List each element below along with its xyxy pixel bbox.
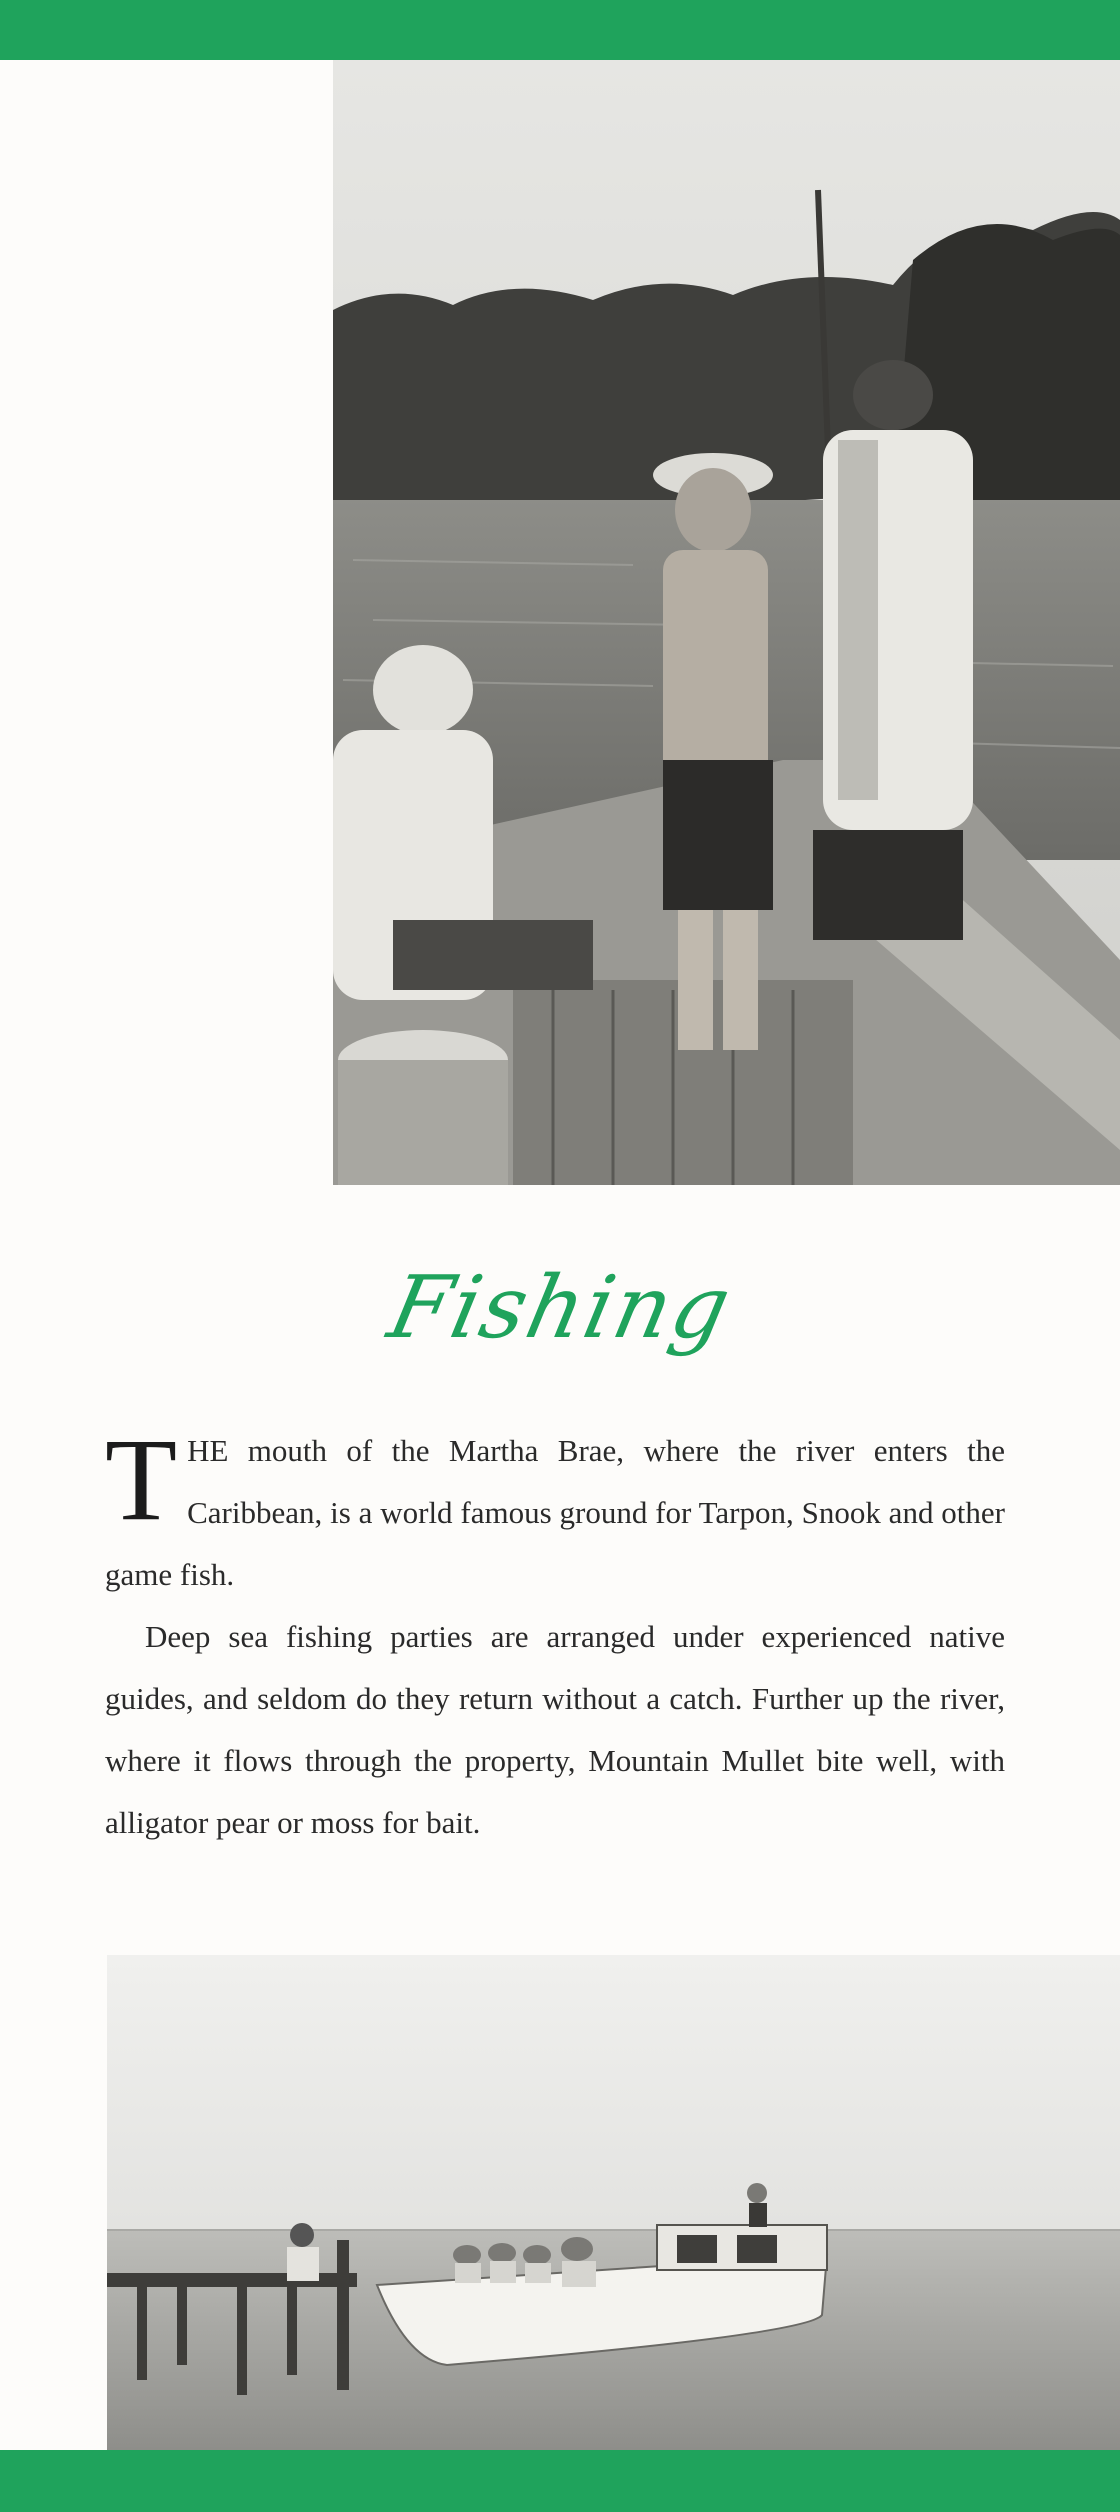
drop-cap: T: [105, 1414, 178, 1545]
bottom-green-band: [0, 2450, 1120, 2512]
river-fishing-photo: [333, 60, 1120, 1185]
boat-jetty-photo: [107, 1955, 1120, 2450]
paragraph-2: Deep sea fishing parties are arranged under experienced native guides, and seldom do they return without a catch. Further up the river, where it flows through the property, Mountain Mullet bite well, with alligator pear or moss for bait.: [105, 1619, 1005, 1840]
paragraph-1-text: HE mouth of the Martha Brae, where the river enters the Caribbean, is a world famous ground for Tarpon, Snook and other game fish.: [105, 1433, 1005, 1592]
top-green-band: [0, 0, 1120, 60]
section-heading: [0, 1245, 1120, 1405]
paragraph-1: [105, 1414, 1005, 1606]
heading-title: Fishing: [380, 1258, 740, 1358]
body-text: [105, 1414, 1005, 1854]
